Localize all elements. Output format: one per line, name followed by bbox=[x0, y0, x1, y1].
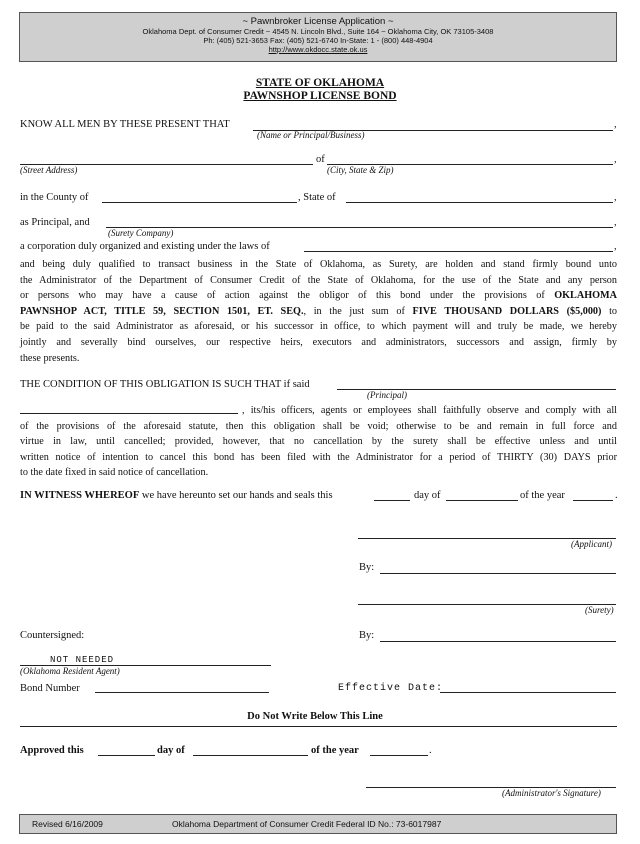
act-citation: PAWNSHOP ACT, TITLE 59, SECTION 1501, ET. SEQ. bbox=[20, 305, 304, 317]
city-caption: (City, State & Zip) bbox=[327, 165, 394, 175]
corporation-label: a corporation duly organized and existing under the laws of bbox=[20, 241, 270, 252]
comma: , bbox=[614, 154, 617, 165]
witness-day-label: day of bbox=[414, 490, 441, 501]
county-field[interactable] bbox=[102, 202, 297, 203]
principal-caption: (Principal) bbox=[367, 390, 407, 400]
name-caption: (Name or Principal/Business) bbox=[257, 130, 365, 140]
condition-line: written notice of intention to cancel this bond has been filed with the Administrator for a period of THIRTY (30) DAYS prior bbox=[20, 451, 617, 463]
approved-month-field[interactable] bbox=[193, 755, 308, 756]
state-label: , State of bbox=[298, 192, 336, 203]
condition-line: to the date fixed in said notice of cancellation. bbox=[20, 467, 209, 479]
witness-month-field[interactable] bbox=[446, 500, 518, 501]
bond-body bbox=[20, 257, 617, 366]
form-title-bond: PAWNSHOP LICENSE BOND bbox=[243, 90, 397, 102]
body-line: or persons who may have a cause of action against the obligor of this bond under the provisions of OKLAHOMA bbox=[20, 290, 618, 302]
state-field[interactable] bbox=[346, 202, 613, 203]
condition-line: virtue in law, until cancelled; provided, however, that no cancellation by the surety shall be effective unless and until bbox=[20, 436, 617, 448]
surety-by-field[interactable] bbox=[380, 641, 616, 642]
surety-company-field[interactable] bbox=[106, 227, 613, 228]
federal-id: Oklahoma Department of Consumer Credit Federal ID No.: 73-6017987 bbox=[172, 819, 442, 829]
body-line: and being duly qualified to transact business in the State of Oklahoma, as Surety, are holden and stand firmly bound unto bbox=[20, 259, 617, 270]
witness-year-field[interactable] bbox=[573, 500, 613, 501]
resident-agent-caption: (Oklahoma Resident Agent) bbox=[20, 666, 120, 676]
body-line: the Administrator of the Department of Consumer Credit of the State of Oklahoma, for the use of the State and any person bbox=[20, 274, 617, 286]
footer-bar bbox=[19, 814, 617, 834]
approved-label: Approved this bbox=[20, 745, 84, 756]
surety-signature-field[interactable] bbox=[358, 604, 616, 605]
county-label: in the County of bbox=[20, 192, 89, 203]
act-name: OKLAHOMA bbox=[554, 290, 618, 302]
comma: , bbox=[614, 217, 617, 228]
witness-day-field[interactable] bbox=[374, 500, 410, 501]
by-label: By: bbox=[359, 630, 375, 641]
approved-year-label: of the year bbox=[311, 745, 359, 756]
comma: , bbox=[614, 241, 617, 252]
body-line: PAWNSHOP ACT, TITLE 59, SECTION 1501, ET. SEQ., in the just sum of FIVE THOUSAND DOLLARS ($5,000) to bbox=[20, 305, 618, 317]
know-all-men-label: KNOW ALL MEN BY THESE PRESENT THAT bbox=[20, 119, 230, 130]
revised-date: Revised 6/16/2009 bbox=[32, 819, 103, 829]
effective-date-field[interactable] bbox=[440, 692, 616, 693]
comma: , bbox=[614, 192, 617, 203]
condition-line: , its/his officers, agents or employees shall faithfully observe and comply with all bbox=[242, 405, 617, 416]
bond-amount: FIVE THOUSAND DOLLARS ($5,000) bbox=[412, 305, 602, 317]
applicant-caption: (Applicant) bbox=[571, 539, 612, 549]
condition-lead: THE CONDITION OF THIS OBLIGATION IS SUCH THAT if said bbox=[20, 379, 310, 390]
effective-date-label: Effective Date: bbox=[338, 683, 444, 694]
approved-day-field[interactable] bbox=[98, 755, 155, 756]
not-needed-entry: NOT NEEDED bbox=[50, 655, 115, 665]
principal-label: as Principal, and bbox=[20, 217, 90, 228]
witness-statement: IN WITNESS WHEREOF we have hereunto set our hands and seals this bbox=[20, 490, 333, 501]
condition-body bbox=[20, 403, 617, 481]
surety-sign-caption: (Surety) bbox=[585, 605, 614, 615]
by-label: By: bbox=[359, 562, 375, 573]
approved-day-of-label: day of bbox=[157, 745, 185, 756]
letterhead-phones: Ph: (405) 521-3653 Fax: (405) 521-6740 In-State: 1 - (800) 448-4904 bbox=[203, 36, 433, 45]
surety-caption: (Surety Company) bbox=[108, 228, 174, 238]
body-line: be paid to the said Administrator as aforesaid, or his successor in office, to which payment will and truly be made, we hereby bbox=[20, 321, 617, 333]
form-title-state: STATE OF OKLAHOMA bbox=[255, 77, 385, 89]
letterhead-website-link[interactable]: http://www.okdocc.state.ok.us bbox=[268, 45, 368, 54]
condition-line: of the provisions of the aforesaid statute, then this obligation shall be void; otherwise to be and remain in full force and bbox=[20, 420, 617, 432]
period: . bbox=[429, 745, 432, 756]
do-not-write-label: Do Not Write Below This Line bbox=[247, 711, 383, 722]
letterhead-address: Oklahoma Dept. of Consumer Credit ~ 4545 N. Lincoln Blvd., Suite 164 ~ Oklahoma City, OK 73105-3408 bbox=[142, 27, 494, 36]
comma: , bbox=[614, 119, 617, 130]
divider bbox=[20, 726, 617, 727]
witness-year-label: of the year bbox=[520, 490, 565, 501]
administrator-caption: (Administrator's Signature) bbox=[502, 788, 601, 798]
approved-year-field[interactable] bbox=[370, 755, 428, 756]
period: . bbox=[615, 490, 618, 501]
countersigned-label: Countersigned: bbox=[20, 630, 85, 641]
applicant-by-field[interactable] bbox=[380, 573, 616, 574]
bond-number-label: Bond Number bbox=[20, 683, 80, 694]
laws-of-field[interactable] bbox=[304, 251, 613, 252]
of-label: of bbox=[316, 154, 325, 165]
bond-number-field[interactable] bbox=[95, 692, 269, 693]
letterhead-title: ~ Pawnbroker License Application ~ bbox=[242, 16, 394, 27]
street-caption: (Street Address) bbox=[20, 165, 78, 175]
body-line: these presents. bbox=[20, 352, 80, 364]
body-line: jointly and severally bind ourselves, our respective heirs, executors and administrators, successors and assign, firmly by bbox=[20, 336, 617, 348]
letterhead bbox=[19, 12, 617, 62]
